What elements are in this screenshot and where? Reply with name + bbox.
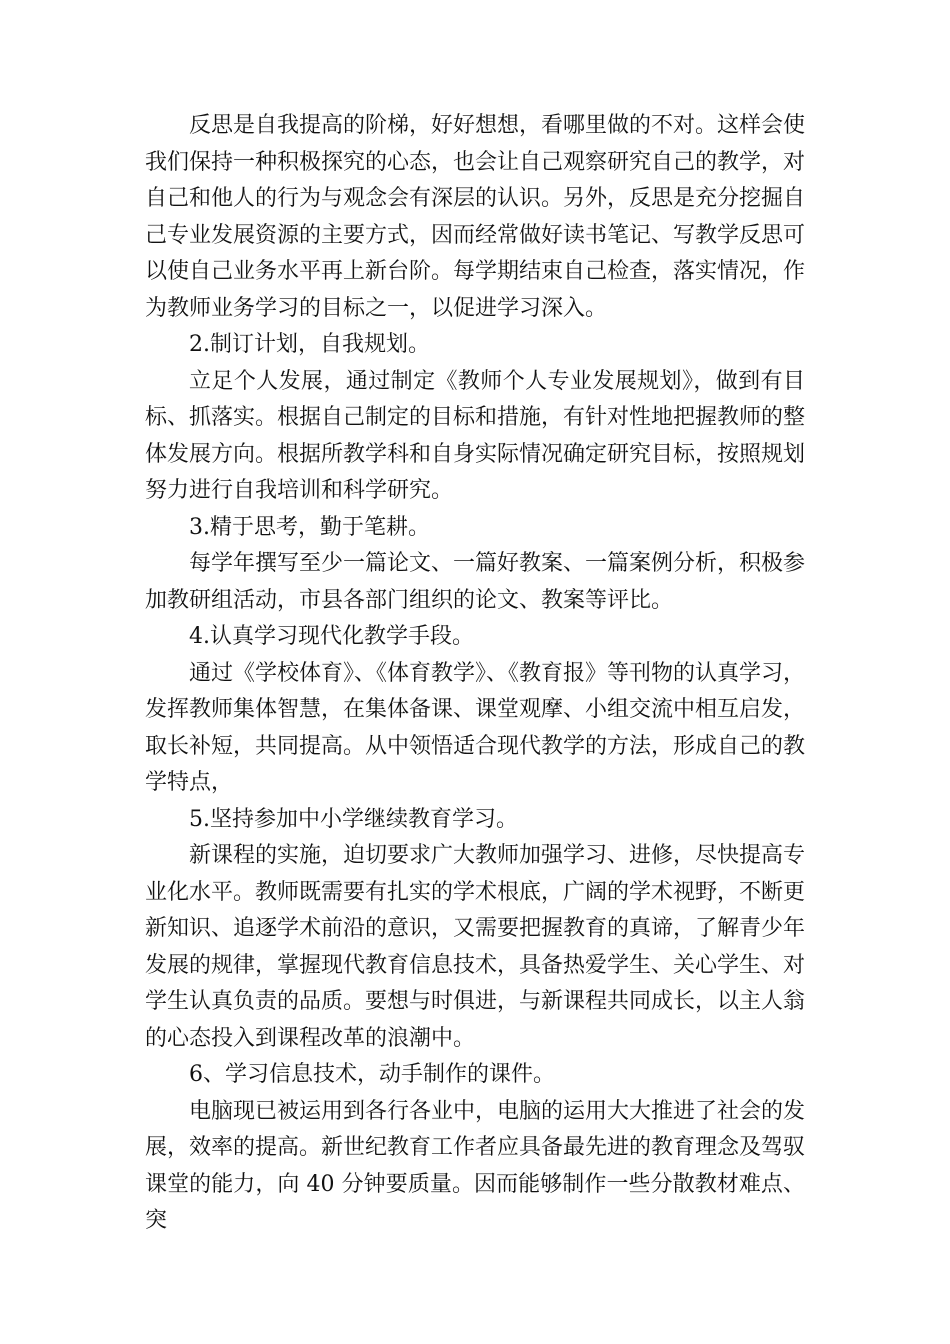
section-heading-3: 3.精于思考，勤于笔耕。	[189, 514, 430, 540]
paragraph-modern-teaching: 通过《学校体育》、《体育教学》、《教育报》等刊物的认真学习，发挥教师集体智慧，在集体备课、课堂观摩、小组交流中相互启发，取长补短，共同提高。从中领悟适合现代教学的方法，形成自己的教学特点，	[145, 660, 806, 795]
document-page	[145, 108, 805, 1240]
section-heading-2: 2.制订计划，自我规划。	[189, 332, 430, 357]
paragraph-planning: 立足个人发展，通过制定《教师个人专业发展规划》，做到有目标、抓落实。根据自己制定的目标和措施，有针对性地把握教师的整体发展方向。根据所教学科和自身实际情况确定研究目标，按照规划努力进行自我培训和科学研究。	[145, 368, 806, 503]
section-heading-5: 5.坚持参加中小学继续教育学习。	[189, 806, 518, 832]
section-heading-4: 4.认真学习现代化教学手段。	[189, 624, 474, 649]
paragraph-reflection: 反思是自我提高的阶梯，好好想想，看哪里做的不对。这样会使我们保持一种积极探究的心态，也会让自己观察研究自己的教学，对自己和他人的行为与观念会有深层的认识。另外，反思是充分挖掘自己专业发展资源的主要方式，因而经常做好读书笔记、写教学反思可以使自己业务水平再上新台阶。每学期结束自己检查，落实情况，作为教师业务学习的目标之一，以促进学习深入。	[145, 113, 806, 321]
section-heading-6: 6、学习信息技术，动手制作的课件。	[189, 1062, 555, 1087]
paragraph-writing: 每学年撰写至少一篇论文、一篇好教案、一篇案例分析，积极参加教研组活动，市县各部门组织的论文、教案等评比。	[145, 551, 806, 613]
paragraph-information-technology: 电脑现已被运用到各行各业中，电脑的运用大大推进了社会的发展，效率的提高。新世纪教育工作者应具备最先进的教育理念及驾驭课堂的能力，向 40 分钟要质量。因而能够制作一些分散教材难点、突	[145, 1098, 806, 1233]
paragraph-continuing-education: 新课程的实施，迫切要求广大教师加强学习、进修，尽快提高专业化水平。教师既需要有扎实的学术根底，广阔的学术视野，不断更新知识、追逐学术前沿的意识，又需要把握教育的真谛，了解青少年发展的规律，掌握现代教育信息技术，具备热爱学生、关心学生、对学生认真负责的品质。要想与时俱进，与新课程共同成长，以主人翁的心态投入到课程改革的浪潮中。	[145, 843, 806, 1051]
